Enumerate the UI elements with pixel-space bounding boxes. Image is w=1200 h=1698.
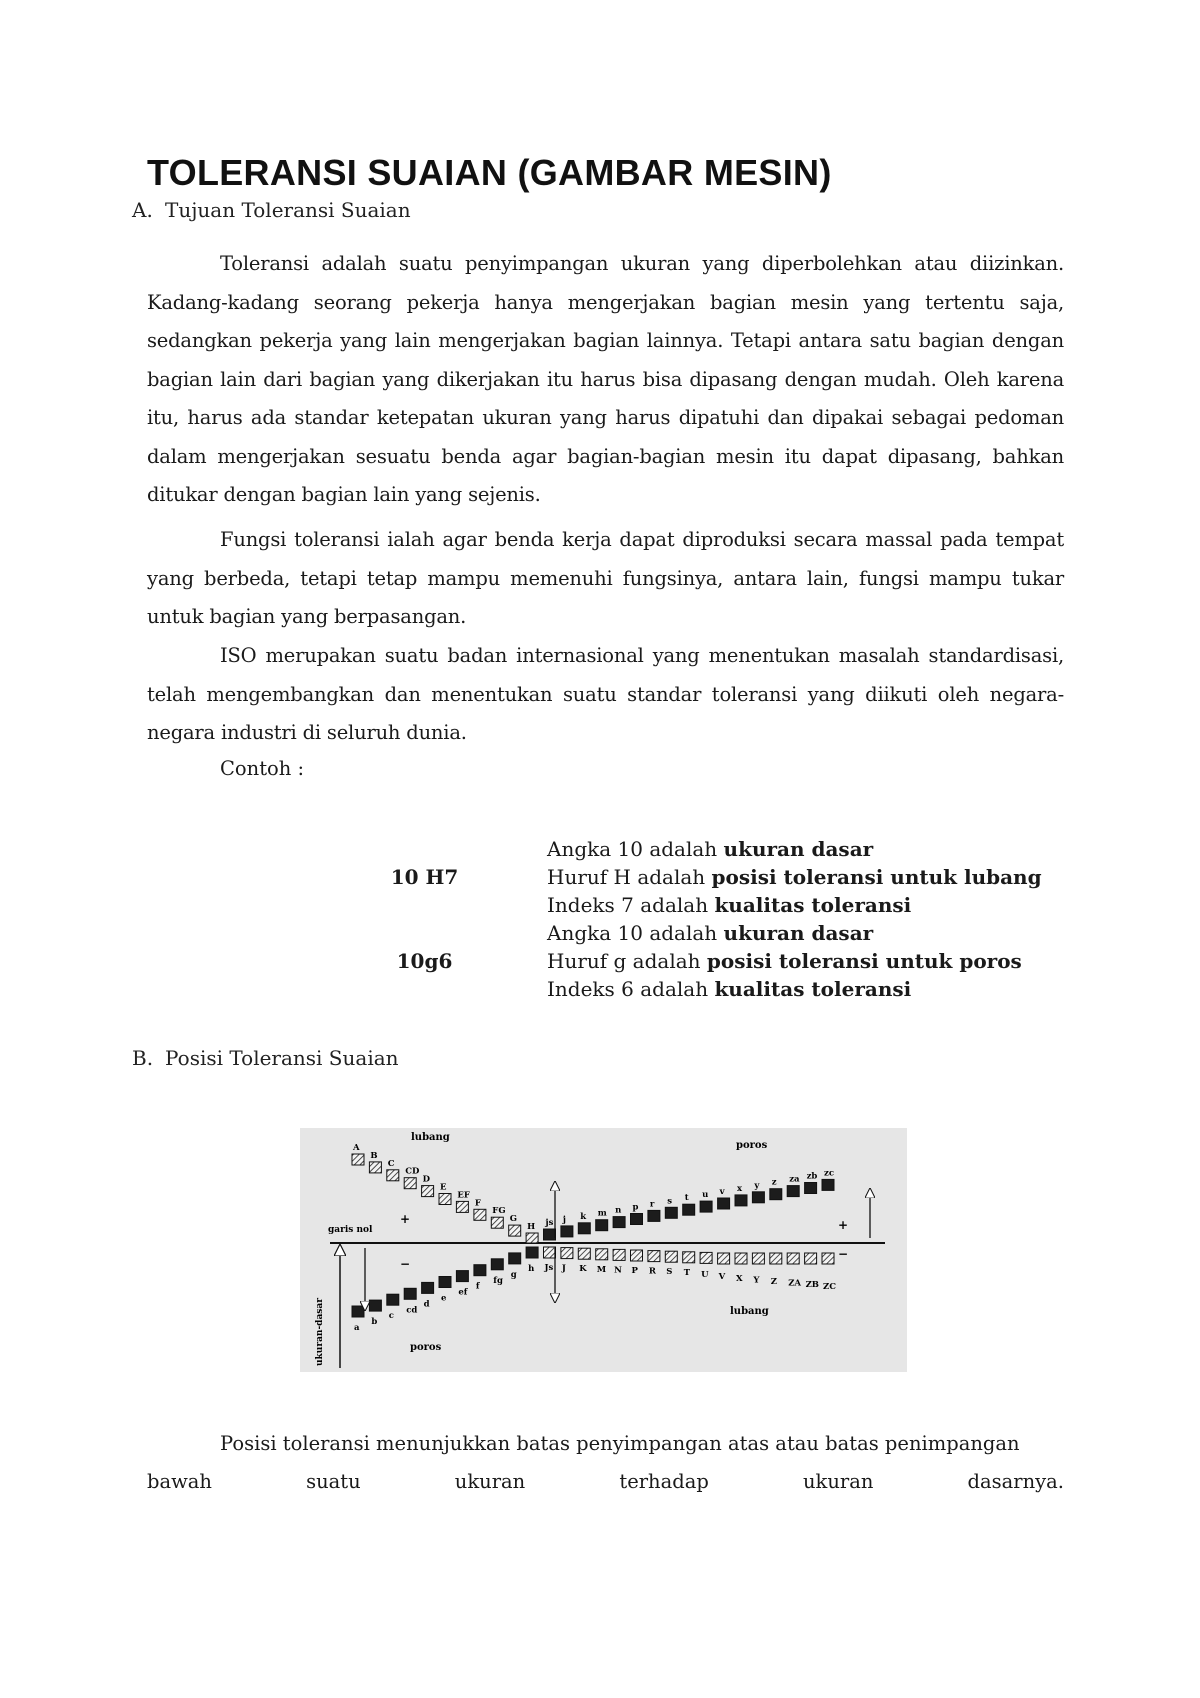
hole-letter-label: H [527,1222,536,1232]
last-paragraph-line2 [147,1463,1064,1501]
hole-letter-label: ZB [805,1280,819,1291]
hole-tolerance-box [648,1251,660,1262]
hole-tolerance-box [526,1233,538,1243]
shaft-letter-label: h [528,1264,535,1274]
plus-sign-left: + [400,1212,411,1226]
shaft-tolerance-box [735,1195,747,1206]
shaft-letter-label: v [719,1187,725,1197]
shaft-tolerance-box [509,1253,521,1264]
hole-letter-label: A [353,1143,360,1153]
hole-letter-label: V [718,1272,726,1283]
hole-tolerance-box [683,1252,695,1263]
shaft-letter-label: fg [493,1275,503,1286]
hole-tolerance-box [439,1194,451,1205]
shaft-tolerance-box [526,1247,538,1258]
shaft-letter-label: za [789,1174,800,1185]
hole-region-label: lubang [411,1132,450,1143]
shaft-tolerance-box [387,1294,399,1305]
hole-tolerance-box [700,1252,712,1263]
hole-tolerance-box [805,1253,817,1264]
shaft-letter-label: d [423,1299,430,1310]
section-a-label: Tujuan Toleransi Suaian [165,198,411,222]
shaft-letter-label: x [737,1183,743,1194]
hole-letter-label: F [474,1198,481,1209]
last-paragraph [147,1425,1064,1501]
example-desc: Indeks 6 adalah kualitas toleransi [547,977,912,1001]
shaft-tolerance-box [369,1300,381,1311]
shaft-tolerance-box [683,1204,695,1215]
example-desc: Indeks 7 adalah kualitas toleransi [547,893,912,917]
shaft-tolerance-box [752,1192,764,1203]
hole-letter-label: B [370,1150,378,1161]
shaft-letter-label: f [475,1281,480,1292]
hole-letter-label: ZA [788,1278,802,1289]
shaft-tolerance-box [665,1207,677,1218]
section-b-label: Posisi Toleransi Suaian [165,1046,399,1070]
shaft-tolerance-box [822,1179,834,1190]
hole-letter-label: T [683,1267,691,1278]
paragraph-iso: ISO merupakan suatu badan internasional yang menentukan masalah standardisasi, telah mengembangkan dan menentukan suatu standar toleransi yang diikuti oleh negara-negara industri di seluruh dunia. [147,644,1064,744]
section-a-number: A. [132,198,153,222]
shaft-letter-label: j [562,1214,566,1225]
example-row [147,947,1064,975]
hole-tolerance-box [735,1253,747,1264]
hole-tolerance-box [491,1217,503,1228]
word: ukuran [454,1470,526,1493]
page-title: TOLERANSI SUAIAN (GAMBAR MESIN) [147,152,832,193]
shaft-letter-label: t [684,1193,689,1204]
hole-letter-label: C [387,1158,395,1169]
shaft-tolerance-box [491,1259,503,1270]
example-row [147,835,1064,863]
hole-letter-label: N [614,1265,622,1276]
shaft-letter-label: a [354,1323,360,1333]
zero-line-label: garis nol [328,1225,373,1235]
shaft-tolerance-box [422,1282,434,1293]
example-code-hole: 10 H7 [390,865,459,889]
shaft-letter-label: g [510,1269,517,1280]
shaft-tolerance-box [474,1265,486,1276]
hole-tolerance-box [578,1248,590,1259]
section-b-heading [132,1046,399,1070]
example-row [147,919,1064,947]
word: suatu [306,1470,361,1493]
shaft-tolerance-box [700,1201,712,1212]
shaft-tolerance-box [613,1217,625,1228]
hole-tolerance-box [613,1249,625,1260]
example-desc: Angka 10 adalah ukuran dasar [547,921,874,945]
shaft-tolerance-box [456,1271,468,1282]
shaft-tolerance-box [352,1306,364,1317]
example-label: Contoh : [220,757,305,780]
shaft-letter-label: ef [458,1287,468,1298]
shaft-tolerance-box [770,1189,782,1200]
shaft-letter-label: n [615,1205,622,1216]
example-desc: Huruf g adalah posisi toleransi untuk poros [547,949,1022,973]
shaft-letter-label: p [632,1202,639,1213]
hole-letter-label: J [561,1263,566,1274]
hole-letter-label: S [666,1267,673,1278]
hole-letter-label: Z [770,1277,778,1287]
example-table [147,835,1064,1003]
hole-letter-label: P [631,1266,638,1276]
hole-tolerance-box [352,1154,364,1165]
hole-letter-label: Y [753,1275,760,1286]
shaft-letter-label: c [388,1311,394,1322]
example-code-shaft: 10g6 [396,949,453,973]
shaft-letter-label: s [667,1196,673,1207]
hole-tolerance-box [474,1209,486,1220]
word: terhadap [619,1470,709,1493]
shaft-letter-label: y [754,1180,760,1191]
hole-tolerance-box [752,1253,764,1264]
hole-tolerance-box [561,1248,573,1259]
hole-letter-label: M [596,1264,607,1275]
hole-letter-label: EF [457,1190,470,1201]
hole-tolerance-box [822,1253,834,1264]
shaft-tolerance-box [578,1223,590,1234]
hole-tolerance-box [369,1162,381,1173]
example-row [147,975,1064,1003]
section-b-number: B. [132,1046,154,1070]
shaft-tolerance-box [404,1288,416,1299]
basic-size-label: ukuran-dasar [315,1298,325,1366]
plus-sign-right: + [838,1218,849,1232]
tolerance-position-diagram [300,1128,907,1372]
hole-tolerance-box [596,1249,608,1260]
paragraph-definition: Toleransi adalah suatu penyimpangan ukuran yang diperbolehkan atau diizinkan. Kadang-kadang seorang pekerja hanya mengerjakan bagian mesin yang tertentu saja, sedangkan pekerja yang lain mengerjakan bagian lainnya. Tetapi antara satu bagian dengan bagian lain dari bagian yang dikerjakan itu harus bisa dipasang dengan mudah. Oleh karena itu, harus ada standar ketepatan ukuran yang harus dipatuhi dan dipakai sebagai pedoman dalam mengerjakan sesuatu benda agar bagian-bagian mesin itu dapat dipasang, bahkan ditukar dengan bagian lain yang sejenis. [147,252,1064,506]
word: ukuran [802,1470,874,1493]
hole-letter-label: Js [544,1263,554,1273]
hole-tolerance-box [718,1253,730,1264]
hole-tolerance-box [404,1178,416,1189]
shaft-letter-label: cd [406,1305,418,1316]
hole-tolerance-box [509,1225,521,1236]
shaft-letter-label: m [597,1208,607,1219]
shaft-letter-label: k [580,1211,587,1222]
hole-letter-label: G [509,1214,517,1225]
shaft-letter-label: r [649,1199,655,1210]
shaft-letter-label: js [545,1218,554,1228]
example-row [147,891,1064,919]
hole-tolerance-box [665,1251,677,1262]
hole-letter-label: ZC [823,1281,836,1292]
hole-letter-label: E [440,1182,447,1193]
hole-region-label-bottom: lubang [730,1306,769,1317]
shaft-letter-label: b [371,1317,378,1328]
hole-tolerance-box [770,1253,782,1264]
paragraph-function: Fungsi toleransi ialah agar benda kerja dapat diproduksi secara massal pada tempat yang berbeda, tetapi tetap mampu memenuhi fungsinya, antara lain, fungsi mampu tukar untuk bagian yang berpasangan. [147,528,1064,628]
shaft-tolerance-box [648,1210,660,1221]
shaft-region-label: poros [736,1140,768,1151]
minus-sign-left: − [400,1257,411,1271]
shaft-region-label-bottom: poros [410,1342,442,1353]
shaft-tolerance-box [805,1183,817,1194]
hole-tolerance-box [422,1186,434,1197]
hole-letter-label: D [422,1174,430,1185]
hole-tolerance-box [631,1250,643,1261]
shaft-tolerance-box [439,1277,451,1288]
shaft-tolerance-box [544,1229,556,1240]
hole-letter-label: FG [492,1206,506,1217]
shaft-letter-label: u [702,1190,709,1201]
section-a-heading [132,198,411,222]
example-desc: Huruf H adalah posisi toleransi untuk lubang [547,865,1042,889]
shaft-tolerance-box [561,1226,573,1237]
shaft-letter-label: zb [806,1171,818,1182]
example-desc: Angka 10 adalah ukuran dasar [547,837,874,861]
shaft-tolerance-box [596,1220,608,1231]
word: dasarnya. [967,1470,1064,1493]
hole-letter-label: X [736,1273,743,1284]
hole-letter-label: K [579,1264,587,1275]
shaft-tolerance-box [631,1214,643,1225]
shaft-tolerance-box [718,1198,730,1209]
shaft-tolerance-box [787,1186,799,1197]
word: bawah [147,1470,212,1493]
shaft-letter-label: zc [824,1168,835,1179]
hole-letter-label: R [648,1266,656,1277]
hole-tolerance-box [387,1170,399,1181]
example-row [147,863,1064,891]
hole-letter-label: CD [405,1166,420,1177]
hole-tolerance-box [456,1201,468,1212]
shaft-letter-label: z [771,1177,777,1188]
hole-tolerance-box [544,1247,556,1258]
hole-tolerance-box [787,1253,799,1264]
last-paragraph-line1: Posisi toleransi menunjukkan batas penyimpangan atas atau batas penimpangan [220,1432,1020,1455]
minus-sign-right: − [838,1247,849,1261]
hole-letter-label: U [701,1270,709,1280]
shaft-letter-label: e [441,1293,447,1304]
